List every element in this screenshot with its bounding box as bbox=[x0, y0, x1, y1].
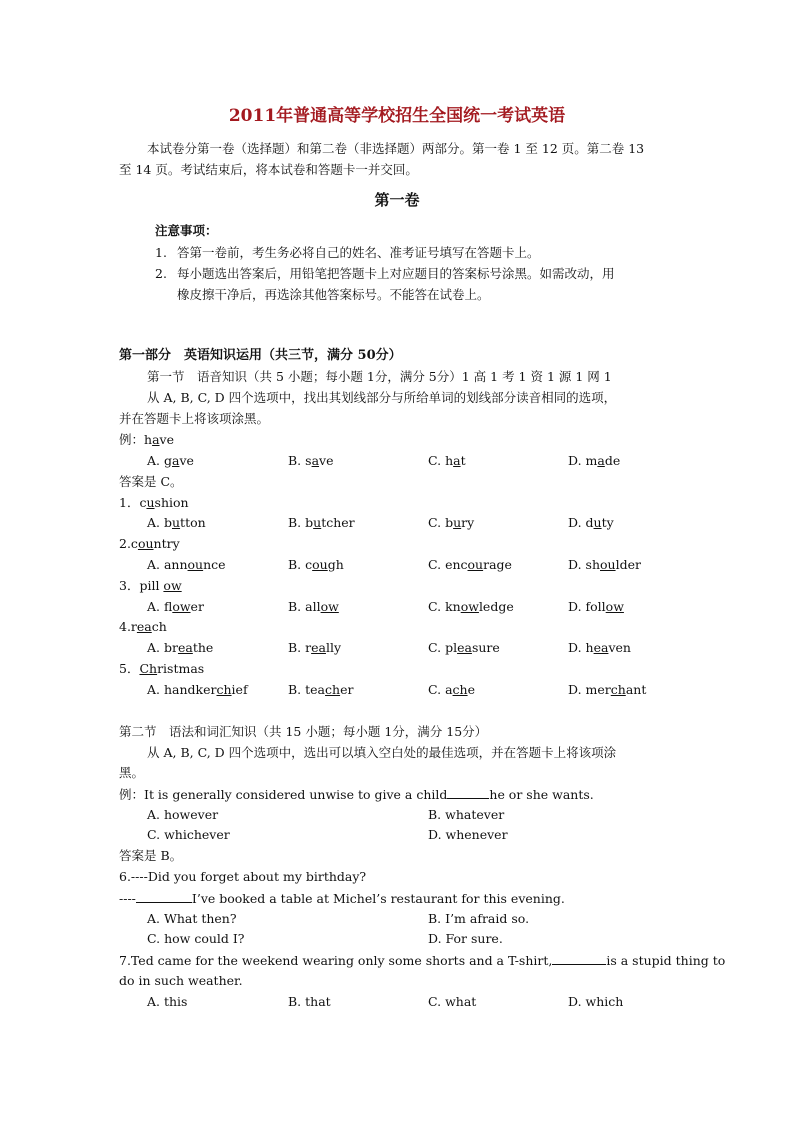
section-1-instruction-2: 并在答题卡上将该项涂黑。 bbox=[119, 411, 270, 426]
question-5-option-b: B. teacher bbox=[288, 682, 354, 697]
notice-item-1: 答第一卷前，考生务必将自己的姓名、准考证号填写在答题卡上。 bbox=[177, 245, 540, 260]
grammar-example-option-c: C. whichever bbox=[147, 827, 230, 842]
question-6-option-c: C. how could I? bbox=[147, 931, 245, 946]
question-7-line-2: do in such weather. bbox=[119, 973, 243, 988]
answer-blank bbox=[136, 890, 192, 903]
section-2-heading: 第二节 语法和词汇知识（共 15 小题；每小题 1分，满分 15分） bbox=[119, 724, 488, 739]
example-option-b: B. save bbox=[288, 453, 334, 468]
part-1-heading: 第一部分 英语知识运用（共三节，满分 50分） bbox=[119, 348, 402, 363]
question-3-option-a: A. flower bbox=[147, 599, 204, 614]
example-option-c: C. hat bbox=[428, 453, 466, 468]
question-6-option-d: D. For sure. bbox=[428, 931, 503, 946]
question-1-option-c: C. bury bbox=[428, 515, 475, 530]
example-answer: 答案是 C。 bbox=[119, 474, 183, 489]
question-3-option-b: B. allow bbox=[288, 599, 339, 614]
exam-title: 2011年普通高等学校招生全国统一考试英语 bbox=[228, 106, 566, 126]
question-3-option-c: C. knowledge bbox=[428, 599, 514, 614]
question-2-stem: 2.country bbox=[119, 536, 180, 551]
question-2-option-a: A. announce bbox=[147, 557, 226, 572]
question-6-line-2: ---- I’ve booked a table at Michel’s restaurant for this evening. bbox=[119, 891, 565, 906]
question-1-option-b: B. butcher bbox=[288, 515, 355, 530]
example-label: 例： bbox=[119, 432, 145, 447]
example-option-d: D. made bbox=[568, 453, 621, 468]
question-3-stem: 3．pill ow bbox=[119, 578, 182, 593]
question-1-option-a: A. button bbox=[147, 515, 206, 530]
question-5-option-a: A. handkerchief bbox=[147, 682, 248, 697]
question-7-option-c: C. what bbox=[428, 994, 477, 1009]
question-6-line-1: 6.----Did you forget about my birthday? bbox=[119, 869, 367, 884]
answer-blank bbox=[447, 786, 489, 799]
question-7-option-d: D. which bbox=[568, 994, 624, 1009]
example-option-a: A. gave bbox=[147, 453, 194, 468]
intro-line-2: 至 14 页。考试结束后，将本试卷和答题卡一并交回。 bbox=[119, 162, 418, 177]
notice-heading: 注意事项： bbox=[155, 223, 218, 238]
question-4-option-a: A. breathe bbox=[147, 640, 214, 655]
question-1-option-d: D. duty bbox=[568, 515, 614, 530]
grammar-example-answer: 答案是 B。 bbox=[119, 848, 183, 863]
grammar-example-stem: 例：It is generally considered unwise to give a child he or she wants. bbox=[119, 787, 594, 802]
question-7-option-a: A. this bbox=[147, 994, 188, 1009]
question-4-option-b: B. really bbox=[288, 640, 342, 655]
notice-item-2-line-1: 每小题选出答案后，用铅笔把答题卡上对应题目的答案标号涂黑。如需改动，用 bbox=[177, 266, 615, 281]
notice-item-2-line-2: 橡皮擦干净后，再选涂其他答案标号。不能答在试卷上。 bbox=[177, 287, 490, 302]
question-5-option-d: D. merchant bbox=[568, 682, 647, 697]
intro-line-1: 本试卷分第一卷（选择题）和第二卷（非选择题）两部分。第一卷 1 至 12 页。第二卷 13 bbox=[147, 141, 645, 156]
question-4-option-c: C. pleasure bbox=[428, 640, 500, 655]
section-2-instruction-2: 黑。 bbox=[119, 765, 145, 780]
question-4-option-d: D. heaven bbox=[568, 640, 631, 655]
section-1-instruction-1: 从 A, B, C, D 四个选项中，找出其划线部分与所给单词的划线部分读音相同的选项， bbox=[147, 390, 617, 405]
grammar-example-option-d: D. whenever bbox=[428, 827, 508, 842]
question-5-stem: 5．Christmas bbox=[119, 661, 205, 676]
question-6-option-b: B. I’m afraid so. bbox=[428, 911, 530, 926]
section-2-instruction-1: 从 A, B, C, D 四个选项中，选出可以填入空白处的最佳选项，并在答题卡上将该项涂 bbox=[147, 745, 617, 760]
question-7-option-b: B. that bbox=[288, 994, 331, 1009]
question-5-option-c: C. ache bbox=[428, 682, 475, 697]
question-1-stem: 1．cushion bbox=[119, 495, 189, 510]
grammar-example-option-a: A. however bbox=[147, 807, 219, 822]
phonetic-example-stem: 例：have bbox=[119, 432, 174, 447]
question-2-option-b: B. cough bbox=[288, 557, 344, 572]
question-7-line-1: 7.Ted came for the weekend wearing only some shorts and a T-shirt, is a stupid thing to bbox=[119, 953, 726, 968]
section-1-heading: 第一节 语音知识（共 5 小题；每小题 1分，满分 5分）1 高 1 考 1 资 1 源 1 网 1 bbox=[147, 369, 612, 384]
question-2-option-c: C. encourage bbox=[428, 557, 512, 572]
notice-item-2-number: 2. bbox=[155, 266, 167, 281]
grammar-example-option-b: B. whatever bbox=[428, 807, 505, 822]
answer-blank bbox=[552, 952, 606, 965]
underlined-sound: a bbox=[152, 432, 160, 447]
question-4-stem: 4.reach bbox=[119, 619, 167, 634]
volume-title: 第一卷 bbox=[374, 191, 420, 209]
notice-item-1-number: 1. bbox=[155, 245, 167, 260]
question-2-option-d: D. shoulder bbox=[568, 557, 641, 572]
question-6-option-a: A. What then? bbox=[147, 911, 237, 926]
question-3-option-d: D. follow bbox=[568, 599, 624, 614]
